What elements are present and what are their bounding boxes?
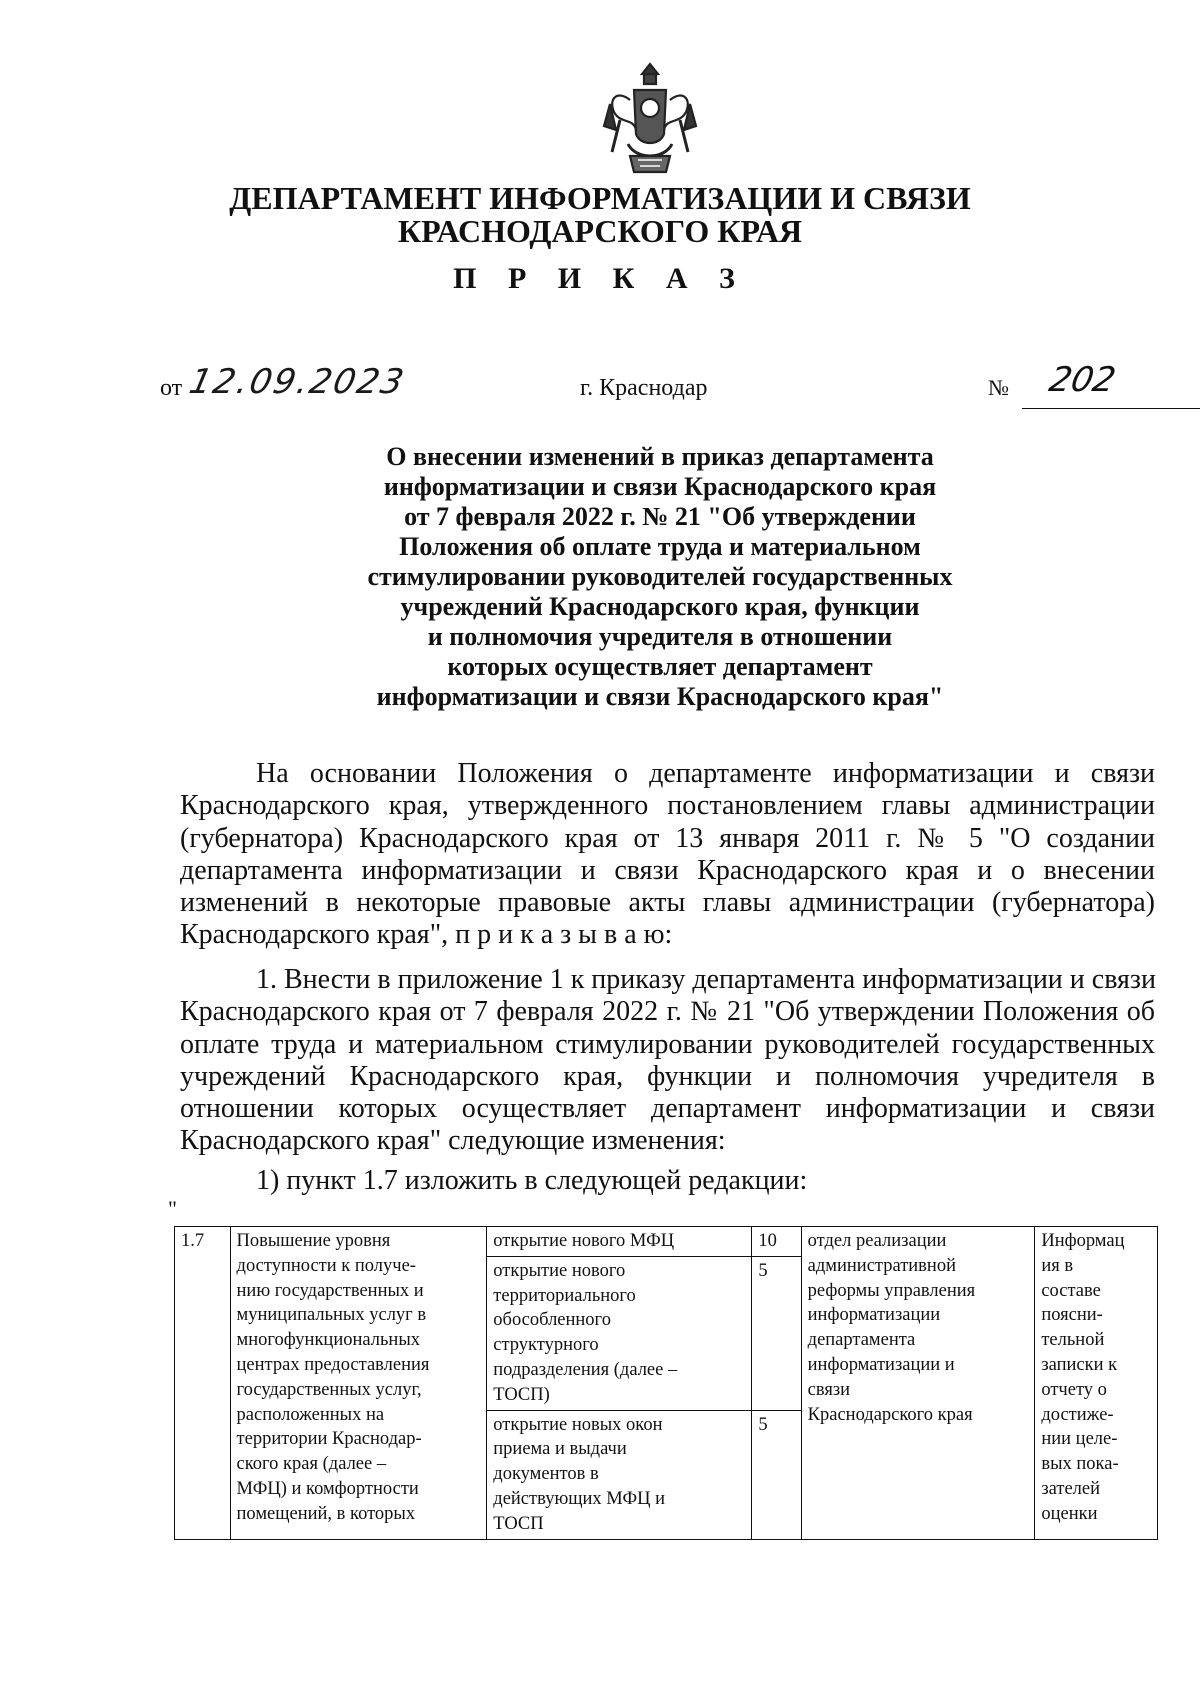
- responsible-cell: [801, 1227, 1035, 1540]
- cell-line: Краснодарского края: [807, 1404, 973, 1425]
- cell-line: поясни-: [1041, 1305, 1103, 1326]
- opening-quote: ": [168, 1196, 177, 1221]
- title-line: которых осуществляет департамент: [447, 652, 873, 681]
- cell-line: Повышение уровня: [236, 1231, 391, 1251]
- cell-line: открытие новых окон: [493, 1414, 663, 1435]
- text-line: Краснодарского края, утвержденного постановлением главы администрации: [180, 790, 1155, 822]
- cell-line: записки к: [1041, 1354, 1118, 1375]
- cell-line: открытие нового: [493, 1260, 626, 1281]
- text-line: На основании Положения о департаменте информатизации и связи: [256, 758, 1155, 789]
- handwritten-date: 12.09.2023: [185, 362, 409, 402]
- cell-line: нию государственных и: [236, 1280, 424, 1301]
- item-number-cell: 1.7: [175, 1227, 231, 1540]
- preamble-paragraph: [180, 758, 1155, 952]
- source-cell: [1035, 1227, 1158, 1540]
- cell-line: обособленного: [493, 1310, 611, 1331]
- text-line: 1) пункт 1.7 изложить в следующей редакции:: [256, 1165, 808, 1196]
- department-line-2: КРАСНОДАРСКОГО КРАЯ: [397, 213, 803, 249]
- points-cell: 5: [752, 1256, 801, 1410]
- table-row: [175, 1227, 1158, 1257]
- text-line: оплате труда и материальном стимулировании руководителей государственных: [180, 1028, 1155, 1060]
- cell-line: административной: [807, 1255, 956, 1276]
- cell-line: отчету о: [1041, 1379, 1107, 1400]
- order-title: [320, 442, 1000, 712]
- amendment-table: [174, 1226, 1158, 1540]
- cell-line: зателей: [1041, 1478, 1101, 1499]
- text-line: (губернатора) Краснодарского края от 13 января 2011 г. № 5 "О создании: [180, 822, 1155, 854]
- cell-line: достиже-: [1041, 1404, 1114, 1425]
- city-label: г. Краснодар: [580, 375, 708, 401]
- text-line: 1. Внести в приложение 1 к приказу департамента информатизации и связи: [256, 964, 1156, 995]
- cell-line: составе: [1041, 1280, 1101, 1301]
- text-line: департамента информатизации и связи Краснодарского края и о внесении: [180, 854, 1155, 886]
- points-cell: 10: [752, 1227, 801, 1257]
- cell-line: центрах предоставления: [236, 1354, 430, 1375]
- points-cell: 5: [752, 1410, 801, 1539]
- title-line: учреждений Краснодарского края, функции: [400, 592, 920, 621]
- text-line: изменений в некоторые правовые акты главы администрации (губернатора): [180, 887, 1155, 919]
- clause-1-paragraph: [180, 964, 1155, 1158]
- cell-line: государственных услуг,: [236, 1379, 422, 1400]
- cell-line: ТОСП): [493, 1384, 550, 1405]
- handwritten-number: 202: [1045, 360, 1120, 400]
- department-line-1: ДЕПАРТАМЕНТ ИНФОРМАТИЗАЦИИ И СВЯЗИ: [229, 180, 971, 216]
- text-line: Краснодарского края от 7 февраля 2022 г. № 21 "Об утверждении Положения об: [180, 996, 1155, 1028]
- cell-line: информатизации и: [807, 1354, 955, 1375]
- cell-line: многофункциональных: [236, 1330, 421, 1351]
- cell-line: документов в: [493, 1464, 599, 1485]
- cell-line: реформы управления: [807, 1280, 976, 1301]
- title-line: информатизации и связи Краснодарского края": [376, 682, 944, 711]
- text-line: Краснодарского края", п р и к а з ы в а ю:: [180, 919, 673, 951]
- title-line: и полномочия учредителя в отношении: [427, 622, 893, 651]
- cell-line: тельной: [1041, 1330, 1105, 1351]
- cell-line: ия в: [1041, 1255, 1074, 1276]
- cell-line: связи: [807, 1379, 851, 1400]
- cell-line: муниципальных услуг в: [236, 1305, 427, 1326]
- cell-line: структурного: [493, 1335, 599, 1356]
- title-line: от 7 февраля 2022 г. № 21 "Об утверждении: [404, 502, 916, 531]
- condition-cell: [487, 1227, 752, 1257]
- cell-line: приема и выдачи: [493, 1439, 627, 1460]
- indicator-cell: [230, 1227, 487, 1540]
- cell-line: ТОСП: [493, 1513, 544, 1534]
- condition-cell: [487, 1410, 752, 1539]
- cell-line: действующих МФЦ и: [493, 1488, 666, 1509]
- number-label: №: [988, 375, 1009, 400]
- cell-line: территориального: [493, 1285, 636, 1306]
- cell-line: нии целе-: [1041, 1429, 1118, 1450]
- cell-line: оценки: [1041, 1503, 1098, 1524]
- text-line: Краснодарского края" следующие изменения:: [180, 1125, 726, 1157]
- cell-line: Информац: [1041, 1231, 1125, 1251]
- text-line: учреждений Краснодарского края, функции и полномочия учредителя в: [180, 1060, 1155, 1092]
- title-line: информатизации и связи Краснодарского края: [383, 472, 937, 501]
- cell-line: МФЦ) и комфортности: [236, 1478, 419, 1499]
- title-line: Положения об оплате труда и материальном: [399, 532, 921, 561]
- title-line: О внесении изменений в приказ департамента: [386, 442, 934, 471]
- cell-line: доступности к получе-: [236, 1255, 416, 1276]
- coat-of-arms-icon: [600, 60, 700, 178]
- date-label: от: [160, 375, 183, 401]
- cell-line: помещений, в которых: [236, 1503, 416, 1524]
- cell-line: отдел реализации: [807, 1231, 947, 1251]
- department-name: [0, 182, 1200, 248]
- cell-line: информатизации: [807, 1305, 941, 1326]
- cell-line: территории Краснодар-: [236, 1429, 422, 1450]
- cell-line: подразделения (далее –: [493, 1359, 678, 1380]
- cell-line: ского края (далее –: [236, 1454, 387, 1475]
- number-underline: [1022, 408, 1200, 409]
- cell-line: расположенных на: [236, 1404, 385, 1425]
- title-line: стимулировании руководителей государственных: [367, 562, 953, 591]
- text-line: отношении которых осуществляет департамент информатизации и связи: [180, 1093, 1155, 1125]
- condition-cell: [487, 1256, 752, 1410]
- cell-line: открытие нового МФЦ: [493, 1231, 675, 1251]
- cell-line: департамента: [807, 1330, 916, 1351]
- subclause-paragraph: [180, 1165, 1155, 1197]
- document-type: П Р И К А З: [453, 262, 747, 295]
- cell-line: вых пока-: [1041, 1454, 1119, 1475]
